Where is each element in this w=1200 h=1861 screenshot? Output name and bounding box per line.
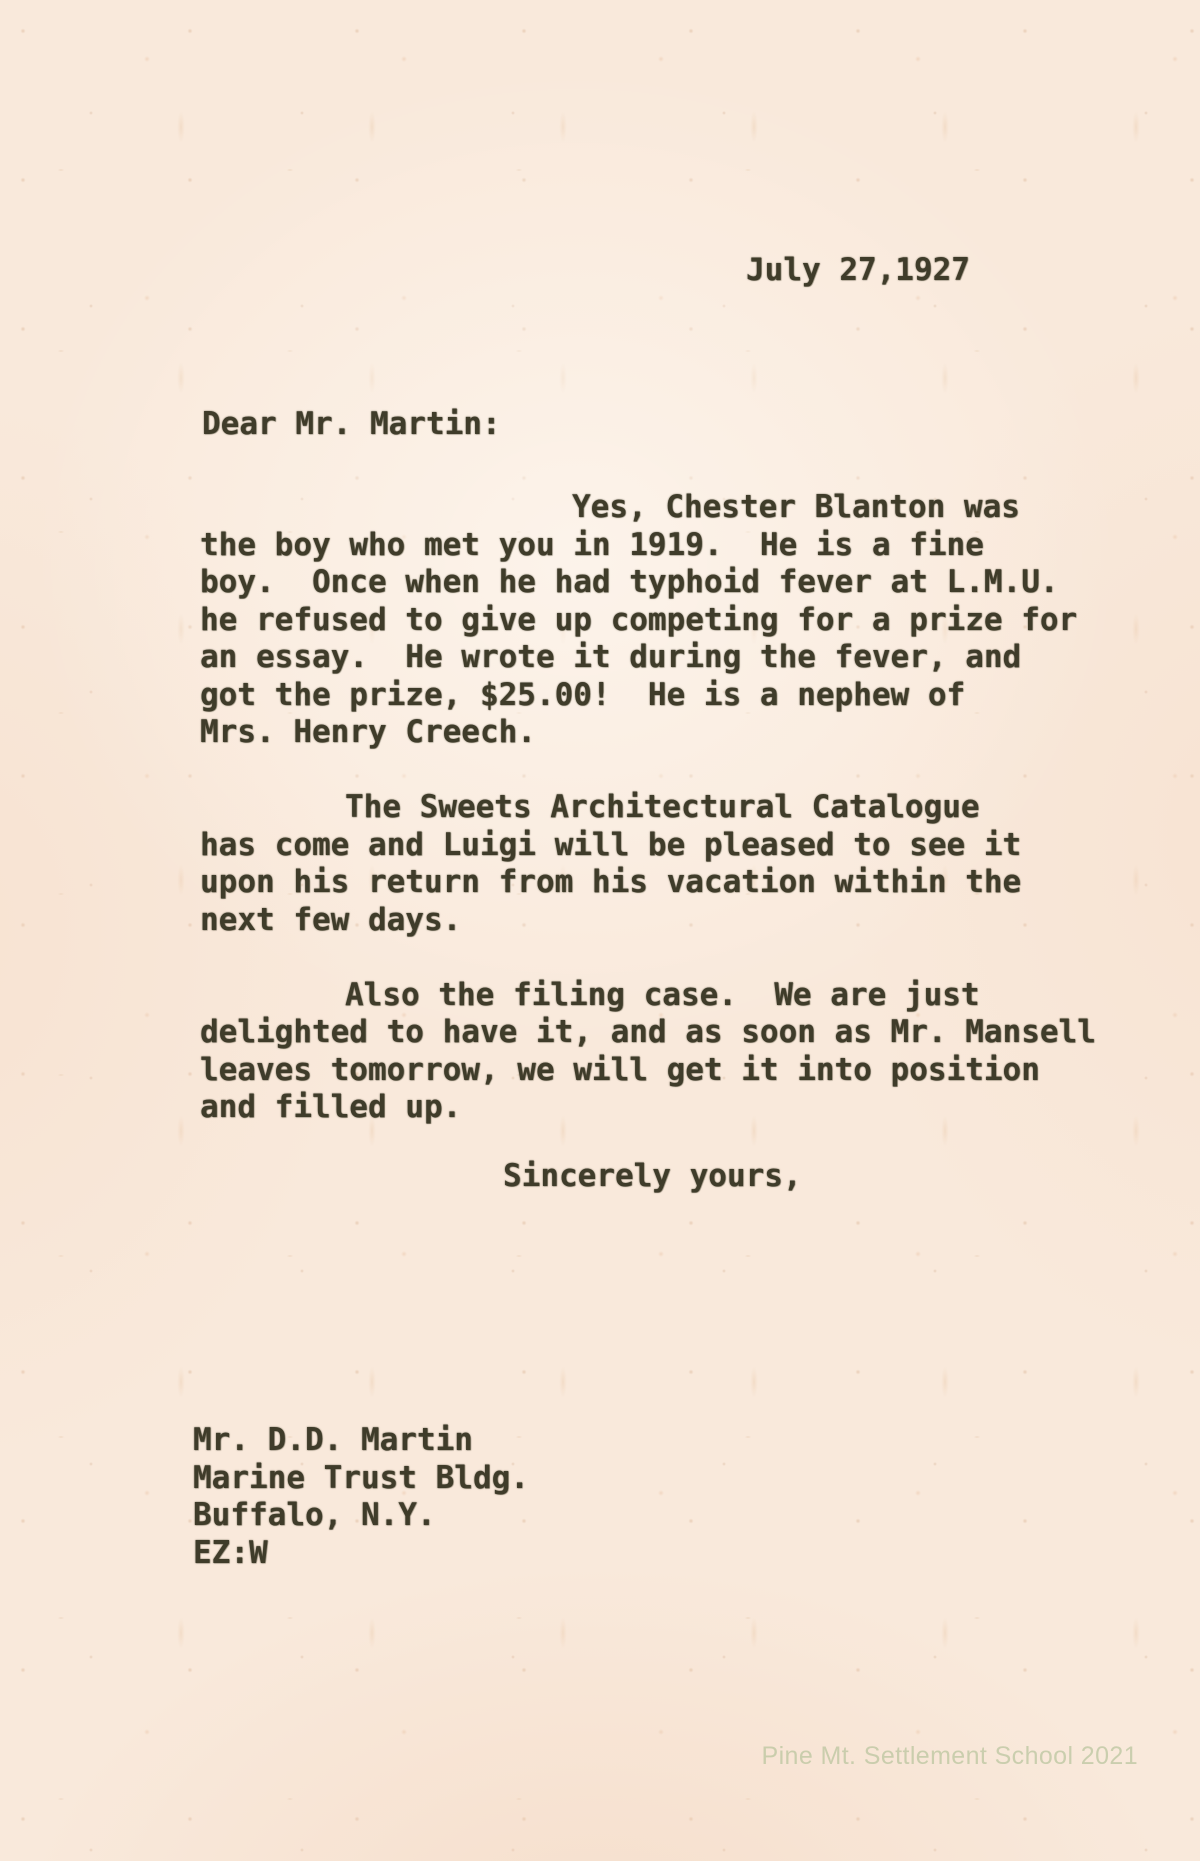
- letter-date: July 27,1927: [746, 252, 970, 288]
- closing-line: Sincerely yours,: [503, 1158, 802, 1194]
- paragraph: [200, 789, 1110, 939]
- body-line: the boy who met you in 1919. He is a fine: [200, 526, 984, 563]
- body-line: Yes, Chester Blanton was: [572, 489, 1020, 525]
- body-line: Also the filing case. We are just: [345, 976, 980, 1013]
- body-line: got the prize, $25.00! He is a nephew of: [200, 676, 966, 713]
- body-line: has come and Luigi will be pleased to see it: [200, 826, 1022, 863]
- body-line: an essay. He wrote it during the fever, and: [200, 639, 1022, 675]
- recipient-block: [193, 1422, 529, 1572]
- body-line: delighted to have it, and as soon as Mr. Mansell: [200, 1014, 1096, 1050]
- paragraph: [200, 489, 1110, 752]
- body-line: upon his return from his vacation within the: [200, 864, 1022, 900]
- paragraph: [200, 977, 1110, 1127]
- body-line: boy. Once when he had typhoid fever at L.M.U.: [200, 564, 1059, 600]
- body-line: and filled up.: [200, 1089, 462, 1125]
- footer-line: Mr. D.D. Martin: [193, 1422, 473, 1458]
- body-line: leaves tomorrow, we will get it into position: [200, 1051, 1040, 1088]
- footer-line: Marine Trust Bldg.: [193, 1459, 529, 1496]
- body-line: Mrs. Henry Creech.: [200, 714, 536, 750]
- body-line: next few days.: [200, 901, 462, 938]
- salutation: Dear Mr. Martin:: [202, 406, 501, 442]
- body-line: The Sweets Architectural Catalogue: [345, 789, 980, 825]
- body-line: he refused to give up competing for a prize for: [200, 601, 1078, 638]
- letter-body: [200, 489, 1110, 1127]
- footer-line: Buffalo, N.Y.: [193, 1497, 436, 1533]
- archive-watermark: Pine Mt. Settlement School 2021: [761, 1742, 1138, 1770]
- footer-line: EZ:W: [193, 1534, 268, 1571]
